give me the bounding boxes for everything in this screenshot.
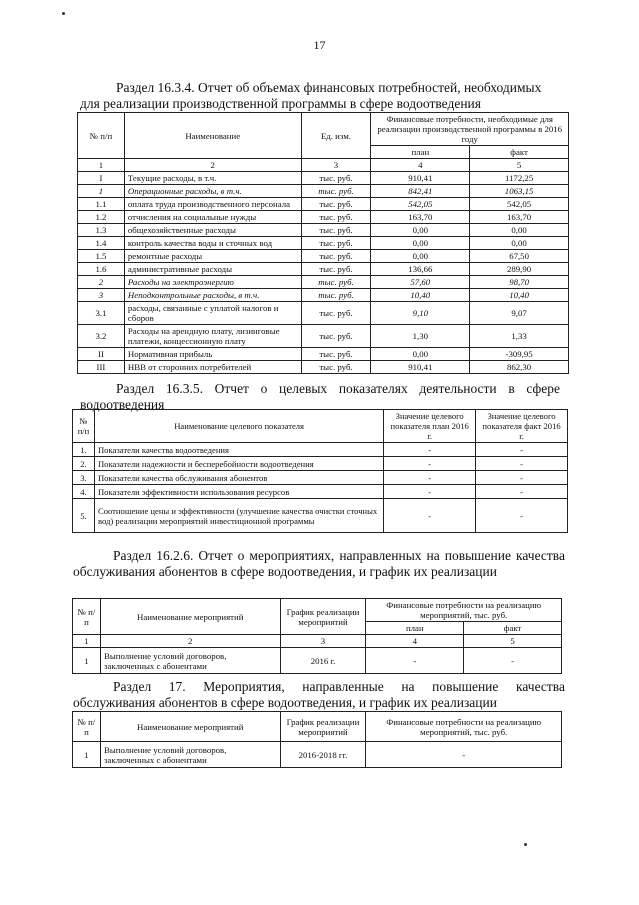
table-row [78,361,569,374]
table-row [78,325,569,348]
index-cell: 4 [366,635,464,648]
row-schedule: 2016-2018 гг. [280,742,366,768]
col-num-header: № п/п [78,113,125,159]
row-fact: - [476,471,568,485]
financial-needs-table [77,112,569,374]
table-row [78,198,569,211]
row-fact: 1,33 [470,325,569,348]
row-num: III [78,361,125,374]
table-row [78,348,569,361]
col-plan-header: план [366,622,464,635]
index-cell: 1 [78,159,125,172]
row-num: 2 [78,276,125,289]
table-row [78,211,569,224]
row-fact: 10,40 [470,289,569,302]
index-cell: 5 [470,159,569,172]
row-num: 3 [78,289,125,302]
col-name-header: Наименование мероприятий [100,712,280,742]
row-name: НВВ от сторонних потребителей [124,361,301,374]
row-num: 3.1 [78,302,125,325]
row-fact: 9,07 [470,302,569,325]
col-plan-header: план [371,146,470,159]
col-name-header: Наименование целевого показателя [94,410,383,443]
row-fact: 289,90 [470,263,569,276]
row-unit: тыс. руб. [301,250,371,263]
col-fact-header: факт [464,622,562,635]
col-num-header: № п/п [73,712,101,742]
col-num-header: № п/п [73,599,101,635]
row-unit: тыс. руб. [301,289,371,302]
row-plan: - [384,443,476,457]
row-plan: 9,10 [371,302,470,325]
row-num: 1.2 [78,211,125,224]
row-plan: 542,05 [371,198,470,211]
table-row [78,289,569,302]
row-num: 1.6 [78,263,125,276]
col-schedule-header: График реализации мероприятий [280,712,366,742]
row-plan: 910,41 [371,361,470,374]
section-heading-16-3-5: Раздел 16.3.5. Отчет о целевых показателях деятельности в сфере водоотведения [80,381,560,412]
row-num: I [78,172,125,185]
col-schedule-header: График реализации мероприятий [280,599,366,635]
col-fact-header: факт [470,146,569,159]
row-name: расходы, связанные с уплатой налогов и сборов [124,302,301,325]
row-name: общехозяйственные расходы [124,224,301,237]
row-name: Показатели качества обслуживания абонентов [94,471,383,485]
row-unit: тыс. руб. [301,172,371,185]
row-plan: - [366,648,464,674]
row-num: 1. [73,443,95,457]
section-heading-17: Раздел 17. Мероприятия, направленные на повышение качества обслуживания абонентов в сфере водоотведения, и график их реализации [73,679,565,710]
row-num: 1 [73,742,101,768]
table-row [73,457,568,471]
row-plan: 842,41 [371,185,470,198]
row-fact: -309,95 [470,348,569,361]
row-plan: - [384,457,476,471]
index-cell: 3 [280,635,366,648]
table-row [78,276,569,289]
row-plan: 0,00 [371,250,470,263]
row-fact: - [476,485,568,499]
table-row [73,499,568,533]
row-name: оплата труда производственного персонала [124,198,301,211]
row-num: II [78,348,125,361]
row-name: Неподконтрольные расходы, в т.ч. [124,289,301,302]
row-name: Соотношение цены и эффективности (улучшение качества очистки сточных вод) реализации мероприятий инвестиционной программы [94,499,383,533]
table-row [73,443,568,457]
row-unit: тыс. руб. [301,263,371,276]
row-name: Операционные расходы, в т.ч. [124,185,301,198]
col-unit-header: Ед. изм. [301,113,371,159]
row-fact: - [476,499,568,533]
row-unit: тыс. руб. [301,198,371,211]
row-plan: 57,60 [371,276,470,289]
row-plan: - [384,471,476,485]
row-plan: 10,40 [371,289,470,302]
row-unit: тыс. руб. [301,211,371,224]
row-fact: 0,00 [470,237,569,250]
table-row [78,224,569,237]
table-row [78,302,569,325]
row-name: отчисления на социальные нужды [124,211,301,224]
col-plan-header: Значение целевого показателя план 2016 г. [384,410,476,443]
row-num: 1 [78,185,125,198]
scan-speck [524,843,527,846]
col-name-header: Наименование мероприятий [100,599,280,635]
col-name-header: Наименование [124,113,301,159]
table-row [78,185,569,198]
section-heading-16-2-6: Раздел 16.2.6. Отчет о мероприятиях, направленных на повышение качества обслуживания абонентов в сфере водоотведения, и график их реализации [73,548,565,579]
row-plan: 0,00 [371,237,470,250]
row-fact: - [476,443,568,457]
scan-speck [62,12,65,15]
row-num: 5. [73,499,95,533]
table-row [78,250,569,263]
row-num: 4. [73,485,95,499]
row-num: 1.4 [78,237,125,250]
index-cell: 2 [124,159,301,172]
page-number: 17 [313,38,326,52]
service-measures-report-table [72,598,562,674]
table-row [78,172,569,185]
row-name: Нормативная прибыль [124,348,301,361]
row-fact: - [464,648,562,674]
row-unit: тыс. руб. [301,185,371,198]
col-fin-header: Финансовые потребности на реализацию мероприятий, тыс. руб. [366,599,562,622]
row-fact: 0,00 [470,224,569,237]
row-num: 3.2 [78,325,125,348]
index-cell: 4 [371,159,470,172]
row-plan: 136,66 [371,263,470,276]
table-row [73,471,568,485]
row-name: Показатели качества водоотведения [94,443,383,457]
row-plan: - [384,485,476,499]
row-unit: тыс. руб. [301,224,371,237]
row-fact: 1172,25 [470,172,569,185]
row-name: контроль качества воды и сточных вод [124,237,301,250]
row-num: 1.3 [78,224,125,237]
row-num: 3. [73,471,95,485]
row-unit: тыс. руб. [301,348,371,361]
row-fact: 1063,15 [470,185,569,198]
table-row [78,237,569,250]
col-fact-header: Значение целевого показателя факт 2016 г. [476,410,568,443]
row-fact: 67,50 [470,250,569,263]
row-unit: тыс. руб. [301,237,371,250]
row-plan: 163,70 [371,211,470,224]
row-unit: тыс. руб. [301,361,371,374]
row-name: Текущие расходы, в т.ч. [124,172,301,185]
table-row [73,485,568,499]
index-cell: 2 [100,635,280,648]
row-num: 1.5 [78,250,125,263]
row-num: 1.1 [78,198,125,211]
row-plan: 0,00 [371,348,470,361]
row-fact: - [476,457,568,471]
target-indicators-table [72,409,568,533]
row-name: Выполнение условий договоров, заключенных с абонентами [100,742,280,768]
row-name: административные расходы [124,263,301,276]
service-measures-plan-table [72,711,562,768]
row-plan: 1,30 [371,325,470,348]
row-fact: 542,05 [470,198,569,211]
row-fact: 163,70 [470,211,569,224]
index-cell: 1 [73,635,101,648]
row-name: Показатели надежности и бесперебойности водоотведения [94,457,383,471]
row-schedule: 2016 г. [280,648,366,674]
row-fin: - [366,742,562,768]
section-heading-16-3-4: Раздел 16.3.4. Отчет об объемах финансовых потребностей, необходимых для реализации производственной программы в сфере водоотведения [80,80,542,111]
index-cell: 3 [301,159,371,172]
row-name: Показатели эффективности использования ресурсов [94,485,383,499]
row-fact: 98,70 [470,276,569,289]
row-plan: 910,41 [371,172,470,185]
index-cell: 5 [464,635,562,648]
row-name: Расходы на электроэнергию [124,276,301,289]
row-unit: тыс. руб. [301,325,371,348]
col-fin-header: Финансовые потребности, необходимые для реализации производственной программы в 2016 году [371,113,569,146]
row-name: Выполнение условий договоров, заключенных с абонентами [100,648,280,674]
col-fin-header: Финансовые потребности на реализацию мероприятий, тыс. руб. [366,712,562,742]
row-plan: 0,00 [371,224,470,237]
row-fact: 862,30 [470,361,569,374]
row-name: Расходы на арендную плату, лизинговые платежи, концессионную плату [124,325,301,348]
row-num: 1 [73,648,101,674]
table-row [78,263,569,276]
row-unit: тыс. руб. [301,276,371,289]
row-num: 2. [73,457,95,471]
row-plan: - [384,499,476,533]
col-num-header: № п/п [73,410,95,443]
row-name: ремонтные расходы [124,250,301,263]
row-unit: тыс. руб. [301,302,371,325]
